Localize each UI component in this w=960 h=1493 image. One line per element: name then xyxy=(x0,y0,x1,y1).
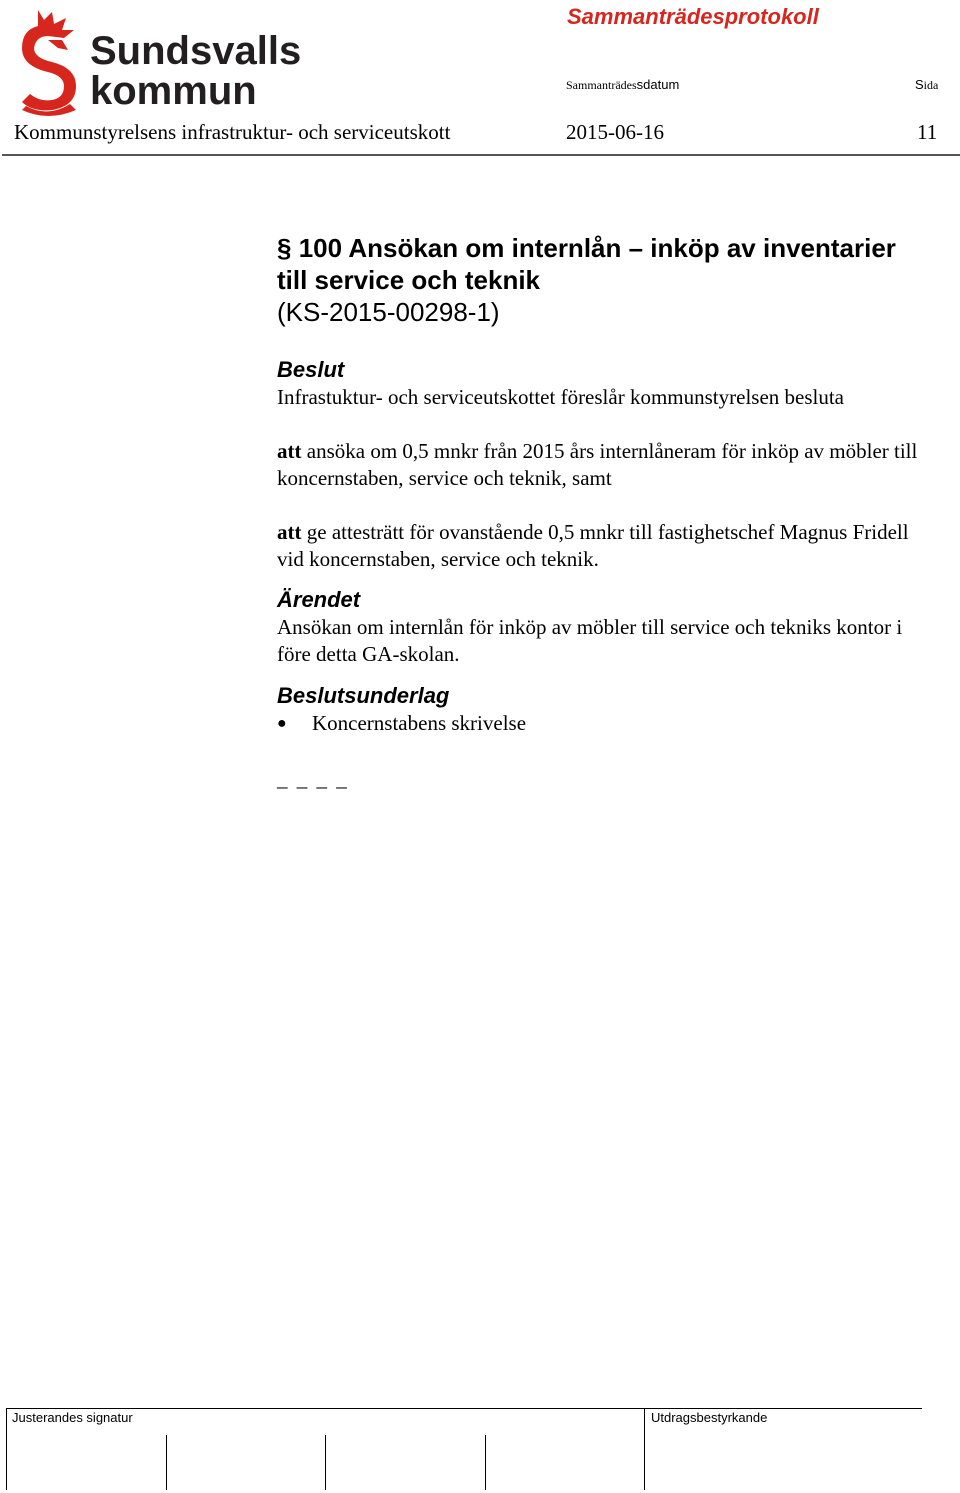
meeting-date-label-small: Sammanträdes xyxy=(566,78,637,92)
signature-label: Justerandes signatur xyxy=(12,1410,133,1425)
footer-divider xyxy=(6,1408,922,1409)
protocol-item xyxy=(277,232,927,792)
decision-att: att xyxy=(277,520,302,544)
arendet-text: Ansökan om internlån för inköp av möbler till service och tekniks kontor i före detta GA-skolan. xyxy=(277,615,903,666)
signature-box-border xyxy=(6,1408,7,1490)
dragon-emblem-icon xyxy=(18,6,303,118)
signature-box-divider xyxy=(166,1435,167,1490)
signature-box-divider xyxy=(644,1408,645,1490)
logo-line2: kommun xyxy=(90,69,257,113)
arendet-heading: Ärendet xyxy=(277,587,361,612)
page-label-first: S xyxy=(915,77,924,92)
meeting-date-label-rest: sdatum xyxy=(636,77,680,92)
beslutsunderlag-heading: Beslutsunderlag xyxy=(277,683,450,708)
bullet-icon: ● xyxy=(277,715,287,732)
page-number: 11 xyxy=(917,120,938,144)
decision-paragraph xyxy=(277,519,927,573)
signature-box-divider xyxy=(485,1435,486,1490)
signature-box-divider xyxy=(325,1435,326,1490)
sundsvalls-kommun-logo xyxy=(18,6,303,123)
item-title-text: 100 Ansökan om internlån – inköp av inventarier till service och teknik xyxy=(277,233,896,295)
decision-text: ge attesträtt för ovanstående 0,5 mnkr till fastighetschef Magnus Fridell vid koncernstaben, service och teknik. xyxy=(277,520,909,571)
committee-name: Kommunstyrelsens infrastruktur- och serviceutskott xyxy=(14,120,451,144)
meeting-date: 2015-06-16 xyxy=(566,120,664,144)
page-label-rest: ida xyxy=(923,78,939,92)
meeting-date-label xyxy=(566,77,679,93)
list-item xyxy=(277,710,927,737)
beslut-heading: Beslut xyxy=(277,357,345,382)
logo-line1: Sundsvalls xyxy=(90,29,302,73)
item-title xyxy=(277,232,927,296)
list-item-text: Koncernstabens skrivelse xyxy=(312,711,527,735)
document-type: Sammanträdesprotokoll xyxy=(567,4,819,29)
decision-att: att xyxy=(277,439,302,463)
beslut-intro: Infrastuktur- och serviceutskottet föreslår kommunstyrelsen besluta xyxy=(277,385,844,409)
page-label xyxy=(915,77,938,93)
decision-paragraph xyxy=(277,438,927,492)
decision-text: ansöka om 0,5 mnkr från 2015 års internlåneram för inköp av möbler till koncernstaben, service och teknik, samt xyxy=(277,439,918,490)
extract-label: Utdragsbestyrkande xyxy=(651,1410,768,1425)
header-divider xyxy=(2,154,960,156)
case-number: (KS-2015-00298-1) xyxy=(277,297,500,327)
end-mark: _ _ _ _ xyxy=(277,767,349,791)
section-sign: § xyxy=(277,233,292,263)
